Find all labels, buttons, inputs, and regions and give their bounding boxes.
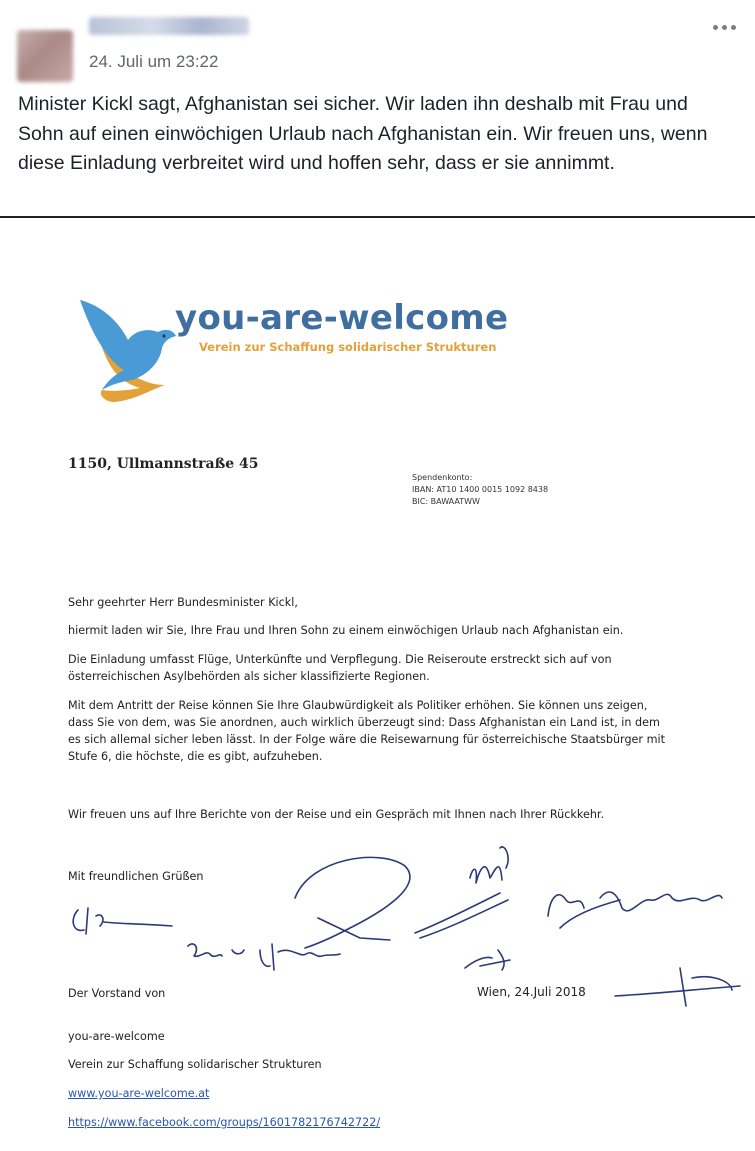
letter-address: 1150, Ullmannstraße 45 [68, 456, 259, 472]
author-name-blurred[interactable] [89, 17, 249, 35]
handwritten-signatures [60, 838, 755, 1008]
org-logo-subtitle: Verein zur Schaffung solidarischer Strukturen [199, 340, 497, 354]
letter-place-date: Wien, 24.Juli 2018 [477, 985, 586, 999]
post-timestamp[interactable]: 24. Juli um 23:22 [89, 52, 219, 71]
more-horizontal-icon[interactable] [713, 18, 739, 36]
footer-org-name: you-are-welcome [68, 1030, 165, 1043]
letter-salutation: Sehr geehrter Herr Bundesminister Kickl, [68, 596, 298, 609]
dove-logo-icon [80, 290, 180, 405]
author-avatar[interactable] [17, 30, 73, 82]
letter-paragraph: Mit dem Antritt der Reise können Sie Ihre Glaubwürdigkeit als Politiker erhöhen. Sie können uns zeigen, dass Sie von dem, was Sie anordnen, auch wirklich überzeugt sind: Dass Afghanistan ein Land ist, in dem es sich allemal sicher leben lässt. In der Folge wäre die Reisewarnung für österreichische Staatsbürger mit Stufe 6, die höchste, die es gibt, aufzuheben. [68, 699, 665, 763]
bank-iban: IBAN: AT10 1400 0015 1092 8438 [412, 485, 549, 494]
footer-org-subtitle: Verein zur Schaffung solidarischer Strukturen [68, 1058, 322, 1071]
facebook-link[interactable]: https://www.facebook.com/groups/1601782176742722/ [68, 1116, 381, 1129]
letter-paragraph: hiermit laden wir Sie, Ihre Frau und Ihren Sohn zu einem einwöchigen Urlaub nach Afghanistan ein. [68, 624, 624, 637]
letter-paragraph: Wir freuen uns auf Ihre Berichte von der Reise und ein Gespräch mit Ihnen nach Ihrer Rückkehr. [68, 808, 605, 821]
bank-label: Spendenkonto: [412, 473, 473, 482]
website-link[interactable]: www.you-are-welcome.at [68, 1087, 210, 1100]
letter-image[interactable] [0, 218, 755, 1151]
letter-closing: Mit freundlichen Grüßen [68, 870, 204, 883]
bank-details [412, 472, 548, 508]
letter-paragraph: Die Einladung umfasst Flüge, Unterkünfte und Verpflegung. Die Reiseroute erstreckt sich auf von österreichischen Asylbehörden als sicher klassifizierte Regionen. [68, 653, 612, 683]
post-text: Minister Kickl sagt, Afghanistan sei sicher. Wir laden ihn deshalb mit Frau und Sohn auf einen einwöchigen Urlaub nach Afghanistan ein. Wir freuen uns, wenn diese Einladung verbreitet wird und hoffen sehr, dass er sie annimmt. [18, 93, 708, 174]
org-logo-title: you-are-welcome [175, 298, 509, 338]
letter-board: Der Vorstand von [68, 987, 166, 1000]
bank-bic: BIC: BAWAATWW [412, 497, 480, 506]
post-header [0, 0, 755, 90]
